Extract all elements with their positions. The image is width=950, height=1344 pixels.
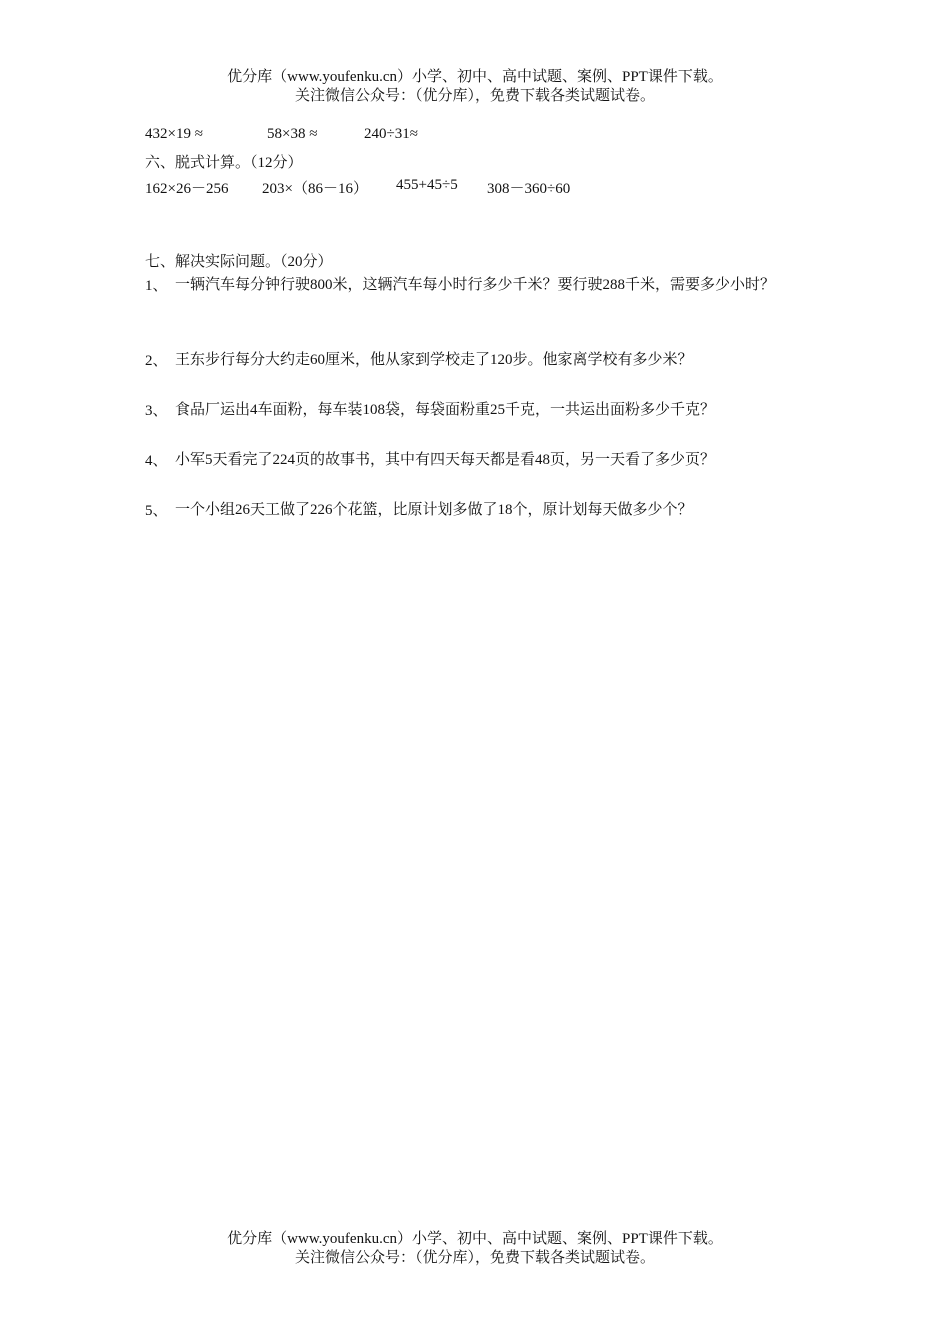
- question-5: [145, 498, 825, 523]
- calculation-expr: 203×（86－16）: [262, 181, 368, 197]
- section-6-title: 六、脱式计算。（12分）: [145, 155, 303, 171]
- header-line-2: 关注微信公众号：（优分库），免费下载各类试题试卷。: [294, 88, 655, 104]
- calculation-row: [145, 177, 825, 197]
- page-header: [0, 68, 950, 106]
- estimation-row: [145, 126, 825, 146]
- estimate-item: 58×38 ≈: [267, 126, 318, 142]
- page-footer: [0, 1230, 950, 1268]
- question-text: 王东步行每分大约走60厘米，他从家到学校走了120步。他家离学校有多少米？: [175, 352, 693, 368]
- calculation-expr: 162×26－256: [145, 181, 229, 197]
- question-3: [145, 398, 825, 423]
- footer-line-2: 关注微信公众号：（优分库），免费下载各类试题试卷。: [294, 1250, 655, 1266]
- question-4: [145, 448, 825, 473]
- question-text: 食品厂运出4车面粉，每车装108袋，每袋面粉重25千克，一共运出面粉多少千克？: [175, 402, 716, 418]
- question-number: 4、: [145, 453, 168, 469]
- question-2: [145, 348, 825, 373]
- question-text: 小军5天看完了224页的故事书，其中有四天每天都是看48页，另一天看了多少页？: [175, 452, 716, 468]
- question-text: 一个小组26天工做了226个花篮，比原计划多做了18个，原计划每天做多少个？: [175, 502, 693, 518]
- footer-line-1: 优分库（www.youfenku.cn）小学、初中、高中试题、案例、PPT课件下载。: [227, 1231, 723, 1247]
- question-text: 一辆汽车每分钟行驶800米，这辆汽车每小时行多少千米？要行驶288千米，需要多少小时？: [175, 277, 776, 293]
- section-7-title: 七、解决实际问题。（20分）: [145, 254, 333, 270]
- header-line-1: 优分库（www.youfenku.cn）小学、初中、高中试题、案例、PPT课件下载。: [227, 69, 723, 85]
- estimate-item: 432×19 ≈: [145, 126, 203, 142]
- estimate-item: 240÷31≈: [364, 126, 418, 142]
- question-number: 5、: [145, 503, 168, 519]
- question-1: [145, 273, 825, 323]
- question-number: 3、: [145, 403, 168, 419]
- calculation-expr: 455+45÷5: [396, 177, 458, 193]
- question-number: 2、: [145, 353, 168, 369]
- question-number: 1、: [145, 278, 168, 294]
- calculation-expr: 308－360÷60: [487, 181, 571, 197]
